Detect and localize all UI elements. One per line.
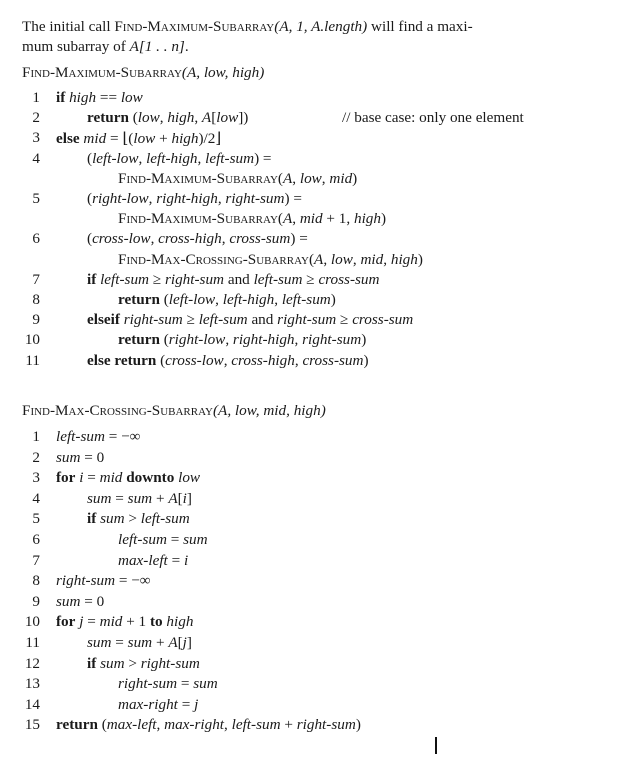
proc1-line: [0, 150, 620, 170]
intro-line2-expr: A[1 . . n]: [129, 38, 185, 55]
proc1-line: [0, 291, 620, 311]
code-text: left-sum = sum: [118, 531, 208, 548]
code-text: sum = sum + A[j]: [87, 634, 192, 651]
proc2-line: [0, 696, 620, 716]
line-number: 11: [25, 634, 40, 651]
code-text: if high == low: [56, 89, 143, 106]
proc2-line: [0, 675, 620, 695]
intro-text-b: will find a maxi-: [367, 18, 473, 35]
proc1-params: (A, low, high): [181, 64, 265, 81]
proc1-line: [0, 210, 620, 230]
code-text: Find-Maximum-Subarray(A, low, mid): [118, 169, 358, 187]
line-number: 9: [32, 311, 40, 329]
line-number: 13: [24, 675, 40, 693]
code-text: Find-Max-Crossing-Subarray(A, low, mid, high): [118, 250, 423, 268]
line-number: 14: [24, 695, 40, 713]
proc1-comment: // base case: only one element: [342, 109, 524, 126]
line-number: 15: [24, 716, 40, 734]
proc2-heading: [22, 402, 326, 420]
line-number: 8: [32, 291, 40, 308]
line-number: 4: [32, 149, 40, 167]
proc1-line: [0, 109, 620, 129]
code-text: elseif right-sum ≥ left-sum and right-sum ≥ cross-sum: [87, 311, 414, 329]
proc1-name: Find-Maximum-Subarray: [22, 64, 182, 81]
line-number: 9: [32, 592, 40, 610]
proc2-params: (A, low, mid, high): [212, 402, 326, 419]
intro-line2-b: .: [184, 38, 189, 55]
code-text: return (max-left, max-right, left-sum + right-sum): [56, 716, 361, 734]
line-number: 4: [32, 489, 40, 507]
intro-paragraph: [22, 17, 622, 57]
code-text: if sum > left-sum: [87, 510, 190, 528]
intro-call-name: Find-Maximum-Subarray: [114, 18, 275, 35]
code-text: left-sum = −∞: [56, 428, 141, 445]
proc1-heading: [22, 64, 264, 82]
proc2-line: [0, 531, 620, 551]
proc2-line: [0, 469, 620, 489]
code-text: if sum > right-sum: [87, 654, 200, 672]
code-text: max-left = i: [118, 551, 189, 569]
intro-call-args: (A, 1, A.length): [274, 18, 368, 35]
line-number: 5: [32, 510, 40, 528]
proc1-line: [0, 251, 620, 271]
proc1-line: [0, 271, 620, 291]
proc2-name: Find-Max-Crossing-Subarray: [22, 402, 213, 419]
code-text: right-sum = −∞: [56, 572, 151, 590]
line-number: 10: [24, 331, 40, 349]
proc2-line: [0, 510, 620, 530]
proc2-line: [0, 552, 620, 572]
code-text: for j = mid + 1 to high: [56, 613, 194, 631]
proc1-line: [0, 352, 620, 372]
code-text: max-right = j: [118, 695, 199, 713]
proc2-line: [0, 593, 620, 613]
line-number: 7: [32, 551, 40, 569]
code-text: sum = 0: [56, 592, 105, 610]
code-text: for i = mid downto low: [56, 469, 201, 487]
proc1-line: [0, 230, 620, 250]
line-number: 3: [32, 129, 40, 147]
code-text: return (right-low, right-high, right-sum): [118, 331, 367, 349]
intro-text-a: The initial call: [22, 18, 115, 35]
line-number: 12: [24, 654, 40, 672]
proc2-line: [0, 655, 620, 675]
line-number: 2: [32, 109, 40, 127]
code-text: (right-low, right-high, right-sum) =: [87, 190, 302, 207]
code-text: (left-low, left-high, left-sum) =: [87, 149, 272, 167]
proc1-line: [0, 129, 620, 149]
proc2-line: [0, 449, 620, 469]
line-number: 6: [32, 531, 40, 548]
proc2-line: [0, 716, 620, 736]
line-number: 3: [32, 469, 40, 487]
line-number: 10: [24, 613, 40, 631]
code-text: sum = sum + A[i]: [87, 489, 192, 507]
code-text: Find-Maximum-Subarray(A, mid + 1, high): [118, 210, 387, 228]
proc1-line: [0, 311, 620, 331]
code-text: if left-sum ≥ right-sum and left-sum ≥ cross-sum: [87, 270, 380, 288]
proc2-line: [0, 634, 620, 654]
line-number: 7: [32, 270, 40, 288]
text-cursor: [435, 737, 437, 754]
code-text: else mid = ⌊(low + high)/2⌋: [56, 130, 222, 148]
line-number: 8: [32, 572, 40, 590]
proc1-line: [0, 190, 620, 210]
code-text: (cross-low, cross-high, cross-sum) =: [87, 230, 308, 248]
proc2-line: [0, 572, 620, 592]
code-text: else return (cross-low, cross-high, cross-sum): [87, 351, 369, 369]
intro-line-2: [22, 37, 622, 57]
proc2-line: [0, 613, 620, 633]
proc1-line: [0, 331, 620, 351]
line-number: 1: [32, 428, 40, 445]
code-text: sum = 0: [56, 448, 105, 466]
line-number: 1: [32, 89, 40, 106]
code-text: right-sum = sum: [118, 675, 218, 693]
intro-line2-a: mum subarray of: [22, 38, 130, 55]
proc2-line: [0, 428, 620, 448]
line-number: 6: [32, 230, 40, 248]
line-number: 2: [32, 448, 40, 466]
line-number: 11: [25, 351, 40, 369]
proc1-line: [0, 89, 620, 109]
proc1-line: [0, 170, 620, 190]
code-text: return (left-low, left-high, left-sum): [118, 291, 336, 308]
code-text: return (low, high, A[low]): [87, 109, 249, 127]
intro-line-1: [22, 17, 622, 37]
line-number: 5: [32, 190, 40, 207]
proc2-line: [0, 490, 620, 510]
